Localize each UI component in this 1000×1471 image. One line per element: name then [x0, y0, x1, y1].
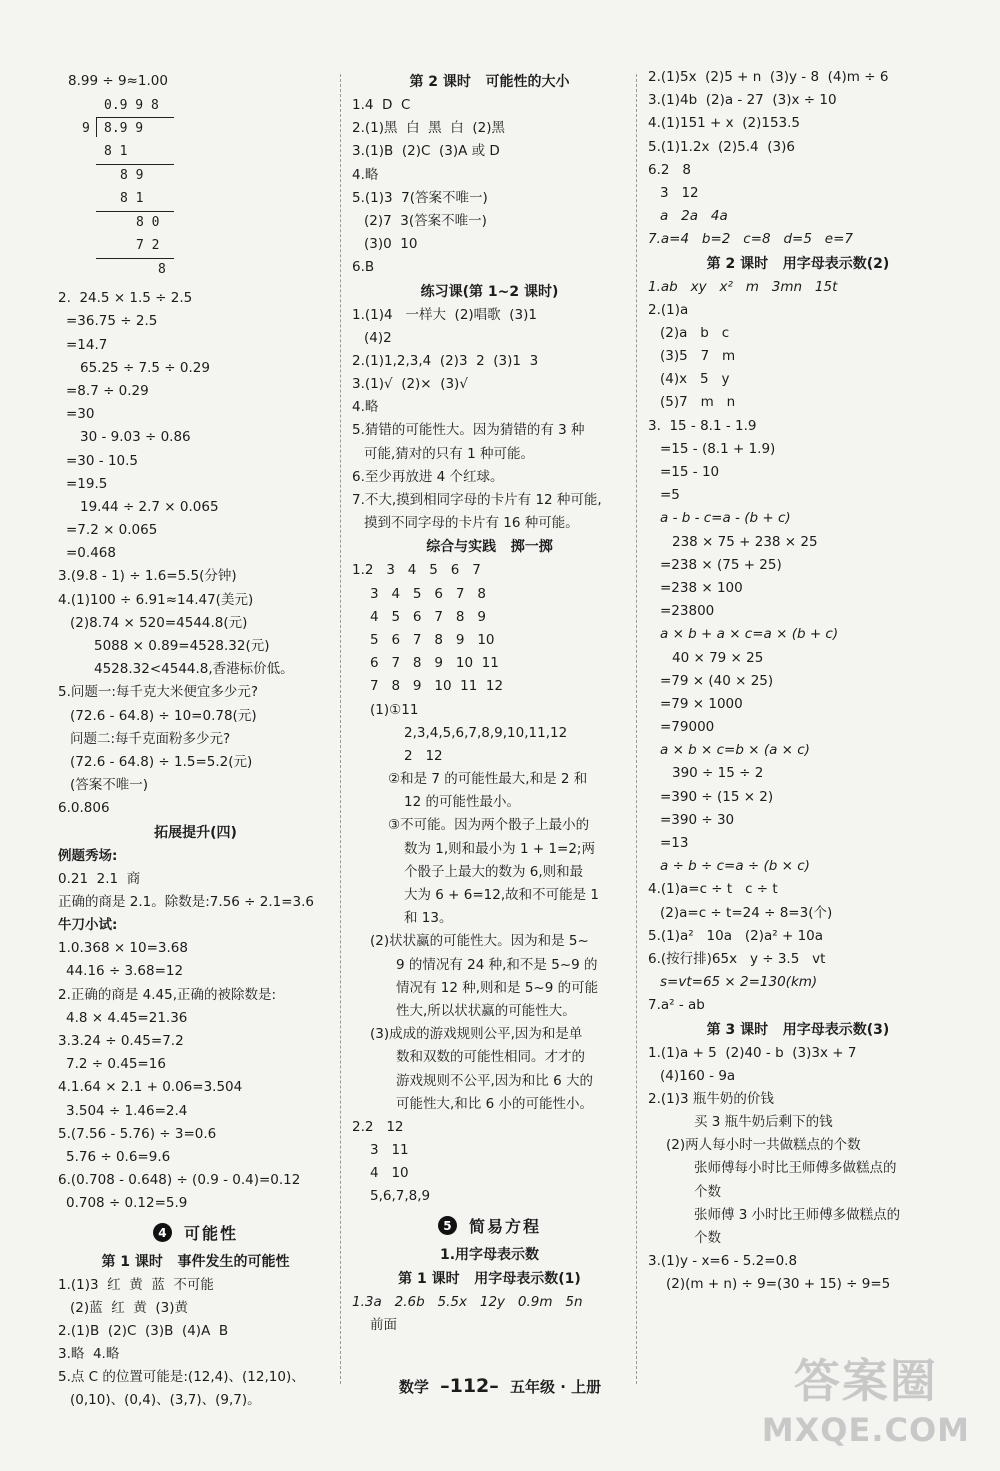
long-division: [58, 93, 333, 278]
answer-line: 1.4 D C: [352, 97, 411, 113]
answer-line: =79 × 1000: [660, 695, 743, 712]
answer-line: 2.2 12: [352, 1118, 404, 1135]
answer-line: (2)状状赢的可能性大。因为和是 5~: [370, 933, 589, 950]
answer-line: 4 10: [370, 1165, 409, 1182]
answer-line: 2.正确的商是 4.45,正确的被除数是:: [58, 986, 277, 1003]
answers-block-9: [648, 276, 948, 1018]
answer-line: 2.(1)B (2)C (3)B (4)A B: [58, 1322, 229, 1339]
answer-line: =15 - (8.1 + 1.9): [660, 440, 776, 457]
answer-line: =15 - 10: [660, 464, 720, 480]
chapter-header: [58, 1218, 333, 1248]
answer-line: 3.(1)y - x=6 - 5.2=0.8: [648, 1253, 798, 1270]
answer-line: 12 的可能性最小。: [404, 794, 520, 811]
column-1: [58, 70, 333, 1413]
answer-line: =238 × (75 + 25): [660, 556, 782, 573]
lesson-heading: 第 3 课时 用字母表示数(3): [706, 1021, 890, 1038]
dividend: 8.9 9: [104, 121, 144, 137]
watermark: [762, 1345, 970, 1449]
divisor: 9: [82, 121, 90, 137]
answer-line: =79 × (40 × 25): [660, 672, 774, 689]
answer-line: =30: [66, 406, 95, 423]
answer-line: =390 ÷ (15 × 2): [660, 788, 774, 805]
answer-line: =19.5: [66, 475, 108, 492]
answer-line: 3. 15 - 8.1 - 1.9: [648, 417, 757, 434]
answer-line: (3)成成的游戏规则公平,因为和是单: [370, 1026, 583, 1043]
quotient: 0.9 9 8: [104, 98, 159, 114]
answer-line: 2,3,4,5,6,7,8,9,10,11,12: [404, 724, 568, 741]
answer-line: 0.21 2.1 商: [58, 870, 141, 887]
lesson-heading: 第 2 课时 可能性的大小: [409, 74, 570, 90]
answer-line: (2)a b c: [660, 324, 730, 341]
answer-line: 1.(1)4 一样大 (2)唱歌 (3)1: [352, 306, 537, 323]
answer-line: 2 12: [404, 747, 443, 764]
answer-line: =23800: [660, 603, 715, 620]
lesson-heading: 第 1 课时 用字母表示数(1): [398, 1270, 581, 1287]
answer-line: 个数: [694, 1230, 721, 1246]
answer-line: 可能性大,和比 6 小的可能性小。: [396, 1095, 593, 1112]
answer-line: (72.6 - 64.8) ÷ 1.5=5.2(元): [70, 753, 253, 770]
answer-line: =0.468: [66, 545, 116, 562]
answer-line: 2.(1)黑 白 黑 白 (2)黑: [352, 120, 505, 137]
answer-line: 1.0.368 × 10=3.68: [58, 940, 188, 957]
answer-line: 4.(1)100 ÷ 6.91≈14.47(美元): [58, 591, 254, 608]
chapter-title: 简易方程: [468, 1217, 541, 1237]
answer-line: 4.略: [352, 399, 379, 416]
answer-line: 4.(1)151 + x (2)153.5: [648, 115, 801, 132]
footer-subject: 数学: [398, 1378, 429, 1396]
answer-line: 5.问题一:每千克大米便宜多少元?: [58, 684, 259, 701]
answer-line: s=vt=65 × 2=130(km): [660, 974, 818, 991]
chapter-title: 可能性: [183, 1224, 238, 1243]
answer-line: 7.a² - ab: [648, 997, 705, 1014]
column-divider: [340, 74, 341, 1384]
answers-block-6: [352, 559, 627, 1208]
answers-block-7: [352, 1291, 627, 1337]
answers-block-8: [648, 66, 948, 252]
step: 7 2: [136, 238, 160, 254]
column-divider: [636, 74, 637, 1384]
answer-line: a 2a 4a: [660, 208, 728, 225]
answer-line: 30 - 9.03 ÷ 0.86: [80, 429, 191, 446]
answer-line: 个数: [694, 1183, 721, 1200]
answer-line: 7.不大,摸到相同字母的卡片有 12 种可能,: [352, 492, 602, 508]
answer-line: 6.0.806: [58, 800, 110, 817]
answer-line: =238 × 100: [660, 579, 743, 596]
answer-line: 4 5 6 7 8 9: [370, 608, 486, 625]
answer-line: 1.3a 2.6b 5.5x 12y 0.9m 5n: [352, 1293, 583, 1310]
answer-line: 大为 6 + 6=12,故和不可能是 1: [404, 887, 600, 903]
answer-line: 4.(1)a=c ÷ t c ÷ t: [648, 881, 778, 898]
answer-line: 张师傅每小时比王师傅多做糕点的: [694, 1160, 897, 1177]
answer-line: 3.(1)√ (2)× (3)√: [352, 376, 468, 393]
answer-line: 7.2 ÷ 0.45=16: [66, 1056, 166, 1073]
answer-line: 个骰子上最大的数为 6,则和最: [404, 863, 584, 880]
answer-line: =8.7 ÷ 0.29: [66, 382, 149, 399]
answer-line: (答案不唯一): [70, 777, 149, 794]
answer-line: 40 × 79 × 25: [672, 649, 764, 666]
answers-block-10: [648, 1042, 948, 1297]
answer-line: a - b - c=a - (b + c): [660, 510, 791, 527]
answer-line: ②和是 7 的可能性最大,和是 2 和: [388, 771, 588, 788]
subheading: 例题秀场:: [58, 847, 118, 864]
answers-block-5: [352, 304, 627, 536]
answer-line: 1.(1)3 红 黄 蓝 不可能: [58, 1276, 214, 1293]
answer-line: (3)5 7 m: [660, 348, 736, 365]
answer-line: 5,6,7,8,9: [370, 1188, 431, 1205]
chapter-number: 5: [438, 1216, 457, 1235]
answer-line: (2)7 3(答案不唯一): [364, 212, 487, 229]
answer-line: 1.(1)a + 5 (2)40 - b (3)3x + 7: [648, 1044, 857, 1061]
answer-line: 6.2 8: [648, 161, 691, 178]
division-header: 8.99 ÷ 9≈1.00: [68, 73, 168, 89]
answer-line: 买 3 瓶牛奶后剩下的钱: [694, 1114, 833, 1131]
answers-block-4: [352, 94, 627, 280]
answer-line: =14.7: [66, 336, 108, 353]
answer-line: 游戏规则不公平,因为和比 6 大的: [396, 1072, 593, 1089]
answer-line: 9 的情况有 24 种,和不是 5~9 的: [396, 956, 598, 973]
answer-line: 1.2 3 4 5 6 7: [352, 562, 481, 579]
answer-line: 2.(1)1,2,3,4 (2)3 2 (3)1 3: [352, 352, 539, 369]
answer-line: 5.猜错的可能性大。因为猜错的有 3 种: [352, 422, 585, 439]
answer-line: 和 13。: [404, 910, 453, 927]
answer-line: (2)8.74 × 520=4544.8(元): [70, 614, 248, 631]
answer-line: (2)(m + n) ÷ 9=(30 + 15) ÷ 9=5: [666, 1276, 891, 1293]
answer-line: 可能,猜对的只有 1 种可能。: [364, 445, 534, 462]
answer-line: 3.(1)B (2)C (3)A 或 D: [352, 143, 500, 160]
answer-line: 6.至少再放进 4 个红球。: [352, 468, 504, 485]
answer-line: (2)蓝 红 黄 (3)黄: [70, 1299, 188, 1316]
step: 8 1: [120, 191, 144, 207]
answer-line: 65.25 ÷ 7.5 ÷ 0.29: [80, 359, 210, 376]
unit-heading: 1.用字母表示数: [439, 1246, 540, 1263]
answer-line: =7.2 × 0.065: [66, 522, 158, 539]
answer-line: 3.3.24 ÷ 0.45=7.2: [58, 1033, 184, 1049]
answer-line: 19.44 ÷ 2.7 × 0.065: [80, 498, 219, 515]
answer-line: 7 8 9 10 11 12: [370, 678, 504, 695]
answer-line: =5: [660, 487, 680, 504]
answer-line: 5.(7.56 - 5.76) ÷ 3=0.6: [58, 1125, 217, 1142]
answer-line: 6.(按行排)65x y ÷ 3.5 vt: [648, 950, 826, 967]
answer-line: (4)x 5 y: [660, 371, 730, 388]
answer-line: 3 11: [370, 1142, 409, 1159]
step: 8 1: [104, 144, 128, 160]
section-heading: 练习课(第 1~2 课时): [420, 283, 559, 300]
answer-line: =79000: [660, 719, 715, 736]
section-heading: 拓展提升(四): [154, 824, 237, 841]
answer-line: 4.1.64 × 2.1 + 0.06=3.504: [58, 1079, 243, 1096]
answer-line: =36.75 ÷ 2.5: [66, 313, 158, 330]
answer-line: 4.略: [352, 166, 379, 183]
answer-line: 前面: [370, 1316, 397, 1333]
answer-line: 2. 24.5 × 1.5 ÷ 2.5: [58, 290, 193, 307]
answer-line: 3.(9.8 - 1) ÷ 1.6=5.5(分钟): [58, 568, 237, 585]
chapter-number: 4: [153, 1223, 172, 1242]
answer-line: (5)7 m n: [660, 394, 736, 411]
watermark-url: MXQE.COM: [761, 1411, 970, 1449]
answer-line: 5.(1)3 7(答案不唯一): [352, 189, 488, 206]
answer-line: 6 7 8 9 10 11: [370, 655, 499, 672]
subheading: 牛刀小试:: [58, 917, 118, 934]
footer-grade: 五年级 · 上册: [510, 1378, 602, 1396]
answer-line: 5.(1)a² 10a (2)a² + 10a: [648, 927, 824, 944]
step: 8: [158, 262, 166, 278]
answer-line: 3.504 ÷ 1.46=2.4: [66, 1102, 188, 1119]
step: 8 0: [136, 215, 160, 231]
answer-line: 2.(1)a: [648, 301, 689, 318]
answer-line: (2)a=c ÷ t=24 ÷ 8=3(个): [660, 904, 833, 921]
answer-line: a × b + a × c=a × (b + c): [660, 626, 839, 643]
answer-line: 3 4 5 6 7 8: [370, 585, 486, 602]
answer-line: 6.B: [352, 259, 375, 276]
answer-line: 5.76 ÷ 0.6=9.6: [66, 1148, 171, 1165]
answer-line: (2)两人每小时一共做糕点的个数: [666, 1137, 861, 1154]
lesson-heading: 第 1 课时 事件发生的可能性: [101, 1253, 290, 1270]
answer-line: ③不可能。因为两个骰子上最小的: [388, 817, 590, 834]
chapter-header: [352, 1211, 627, 1241]
answer-line: =390 ÷ 30: [660, 811, 735, 828]
answers-block-1: [58, 287, 333, 820]
answer-line: a ÷ b ÷ c=a ÷ (b × c): [660, 858, 810, 875]
answer-line: 4.8 × 4.45=21.36: [66, 1009, 188, 1026]
answer-line: 238 × 75 + 238 × 25: [672, 533, 818, 550]
answer-line: 2.(1)5x (2)5 + n (3)y - 8 (4)m ÷ 6: [648, 69, 889, 85]
lesson-heading: 第 2 课时 用字母表示数(2): [706, 255, 890, 272]
answer-line: 情况有 12 种,则和是 5~9 的可能: [396, 979, 599, 996]
answer-line: 3.(1)4b (2)a - 27 (3)x ÷ 10: [648, 92, 837, 109]
answers-block-2: [58, 845, 333, 1216]
answer-line: 问题二:每千克面粉多少元?: [70, 730, 231, 747]
answer-line: 44.16 ÷ 3.68=12: [66, 963, 184, 980]
answer-line: a × b × c=b × (a × c): [660, 742, 810, 759]
answer-line: 5 6 7 8 9 10: [370, 631, 495, 648]
page-number: –112–: [440, 1375, 499, 1397]
answer-line: 5.(1)1.2x (2)5.4 (3)6: [648, 138, 795, 155]
answer-line: (0,10)、(0,4)、(3,7)、(9,7)。: [70, 1392, 261, 1409]
answer-line: (4)160 - 9a: [660, 1067, 736, 1084]
answer-line: (3)0 10: [364, 236, 418, 253]
answer-line: 数和双数的可能性相同。才才的: [396, 1049, 585, 1066]
answer-line: (72.6 - 64.8) ÷ 10=0.78(元): [70, 707, 257, 724]
answer-line: =30 - 10.5: [66, 452, 139, 469]
answer-line: 1.ab xy x² m 3mn 15t: [648, 278, 838, 295]
column-2: [352, 70, 627, 1337]
answer-line: 性大,所以状状赢的可能性大。: [396, 1002, 576, 1019]
answer-line: 0.708 ÷ 0.12=5.9: [66, 1195, 188, 1212]
answer-line: 390 ÷ 15 ÷ 2: [672, 765, 764, 782]
answer-line: 2.(1)3 瓶牛奶的价钱: [648, 1090, 774, 1107]
answer-line: 5.点 C 的位置可能是:(12,4)、(12,10)、: [58, 1369, 305, 1386]
answer-line: =13: [660, 835, 689, 851]
watermark-logo: 答案圈: [793, 1354, 938, 1408]
answer-line: 5088 × 0.89=4528.32(元): [94, 638, 270, 654]
answer-line: (1)①11: [370, 701, 419, 718]
answer-line: 3.略 4.略: [58, 1346, 120, 1363]
answer-line: 3 12: [660, 184, 699, 201]
answer-line: 7.a=4 b=2 c=8 d=5 e=7: [648, 231, 854, 248]
answer-line: 张师傅 3 小时比王师傅多做糕点的: [694, 1206, 901, 1223]
answer-line: 6.(0.708 - 0.648) ÷ (0.9 - 0.4)=0.12: [58, 1172, 301, 1189]
section-heading: 综合与实践 掷一掷: [426, 539, 553, 556]
column-3: [648, 66, 948, 1297]
answer-line: 数为 1,则和最小为 1 + 1=2;两: [404, 840, 595, 857]
answer-line: (4)2: [364, 329, 392, 346]
answer-line: 正确的商是 2.1。除数是:7.56 ÷ 2.1=3.6: [58, 893, 315, 910]
answer-line: 4528.32<4544.8,香港标价低。: [94, 661, 294, 678]
answer-line: 摸到不同字母的卡片有 16 种可能。: [364, 515, 579, 532]
step: 8 9: [120, 168, 144, 184]
